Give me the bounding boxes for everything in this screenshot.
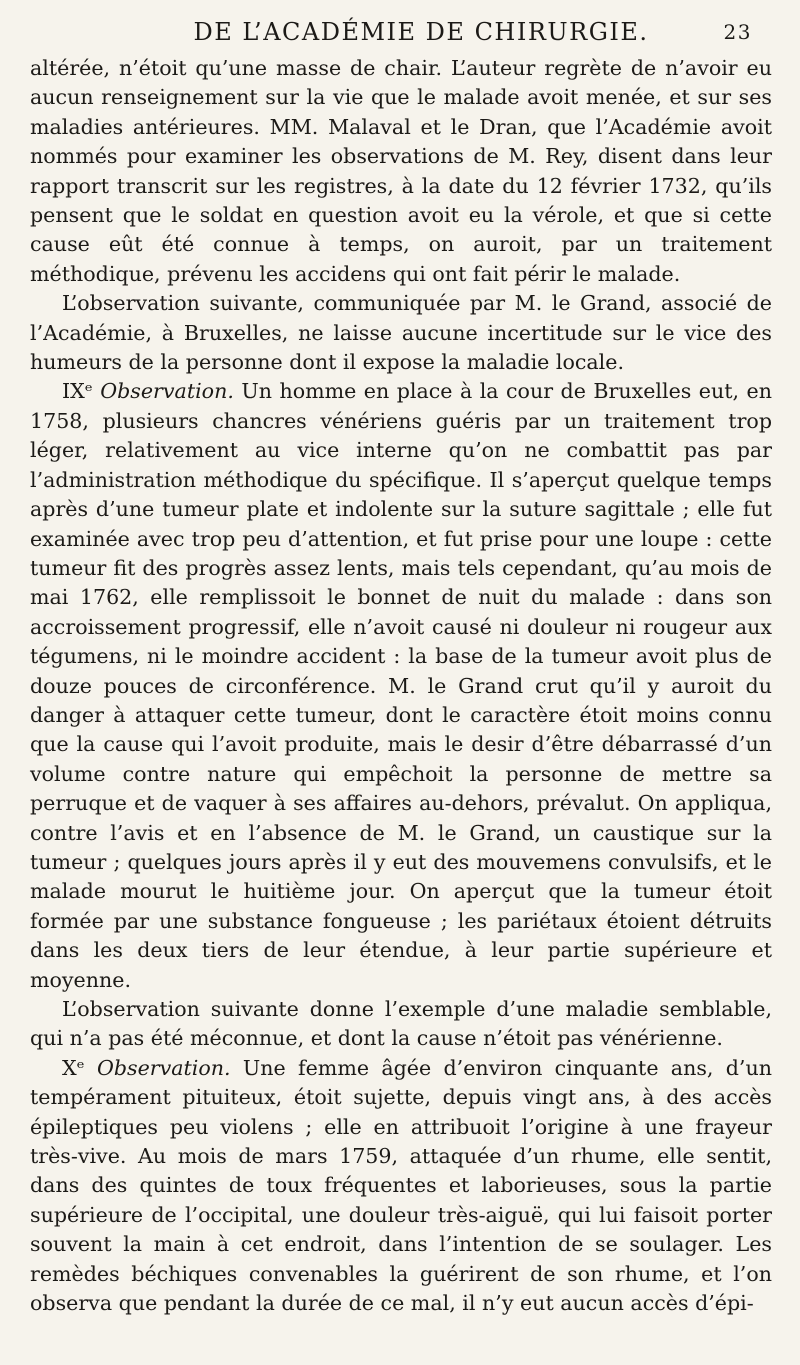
- paragraph: [30, 54, 772, 289]
- paragraph: [30, 995, 772, 1054]
- page-header-title: DE L’ACADÉMIE DE CHIRURGIE.: [193, 18, 649, 46]
- paragraph-text: L’observation suivante donne l’exemple d’une maladie semblable, qui n’a pas été méconnue, et dont la cause n’étoit pas vénérienne.: [30, 997, 772, 1051]
- page-number: 23: [723, 20, 752, 44]
- paragraph-text: Un homme en place à la cour de Bruxelles eut, en 1758, plusieurs chancres vénériens guéris par un traitement trop léger, relativement au vice interne qu’on ne combattit pas par l’administration méthodique du spécifique. Il s’aperçut quelque temps après d’une tumeur plate et indolente sur la suture sagittale ; elle fut examinée avec trop peu d’attention, et fut prise pour une loupe : cette tumeur fit des progrès assez lents, mais tels cependant, qu’au mois de mai 1762, elle remplissoit le bonnet de nuit du malade : dans son accroissement progressif, elle n’avoit causé ni douleur ni rougeur aux tégumens, ni le moindre accident : la base de la tumeur avoit plus de douze pouces de circonférence. M. le Grand crut qu’il y auroit du danger à attaquer cette tumeur, dont le caractère étoit moins connu que la cause qui l’avoit produite, mais le desir d’être débarrassé d’un volume contre nature qui empêchoit la personne de mettre sa perruque et de vaquer à ses affaires au-dehors, prévalut. On appliqua, contre l’avis et en l’absence de M. le Grand, un caustique sur la tumeur ; quelques jours après il y eut des mouvemens convulsifs, et le malade mourut le huitième jour. On aperçut que la tumeur étoit formée par une substance fongueuse ; les pariétaux étoient détruits dans les deux tiers de leur étendue, à leur partie supérieure et moyenne.: [30, 379, 772, 992]
- observation-number: Xᵉ: [62, 1055, 97, 1080]
- running-head: [30, 14, 772, 54]
- observation-ix: [30, 377, 772, 995]
- paragraph-text: L’observation suivante, communiquée par M. le Grand, associé de l’Académie, à Bruxelles, ne laisse aucune incertitude sur le vice des humeurs de la personne dont il expose la maladie locale.: [30, 291, 772, 375]
- paragraph-text: Une femme âgée d’environ cinquante ans, d’un tempérament pituiteux, étoit sujette, depuis vingt ans, à des accès épileptiques peu violens ; elle en attribuoit l’origine à une frayeur très-vive. Au mois de mars 1759, attaquée d’un rhume, elle sentit, dans des quintes de toux fréquentes et laborieuses, sous la partie supérieure de l’occipital, une douleur très-aiguë, qui lui faisoit porter souvent la main à cet endroit, dans l’intention de se soulager. Les remèdes béchiques convenables la guérirent de son rhume, et l’on observa que pendant la durée de ce mal, il n’y eut aucun accès d’épi-: [30, 1055, 773, 1316]
- paragraph-text: altérée, n’étoit qu’une masse de chair. L’auteur regrète de n’avoir eu aucun renseignement sur la vie que le malade avoit menée, et sur ses maladies antérieures. MM. Malaval et le Dran, que l’Académie avoit nommés pour examiner les observations de M. Rey, disent dans leur rapport transcrit sur les registres, à la date du 12 février 1732, qu’ils pensent que le soldat en question avoit eu la vérole, et que si cette cause eût été connue à temps, on auroit, par un traitement méthodique, prévenu les accidens qui ont fait périr le malade.: [30, 56, 772, 286]
- observation-heading: Observation.: [96, 1055, 243, 1080]
- body-text: [30, 54, 772, 1318]
- observation-x: [30, 1054, 772, 1319]
- observation-number: IXᵉ: [62, 379, 101, 404]
- paragraph: [30, 289, 772, 377]
- observation-heading: Observation.: [100, 379, 242, 404]
